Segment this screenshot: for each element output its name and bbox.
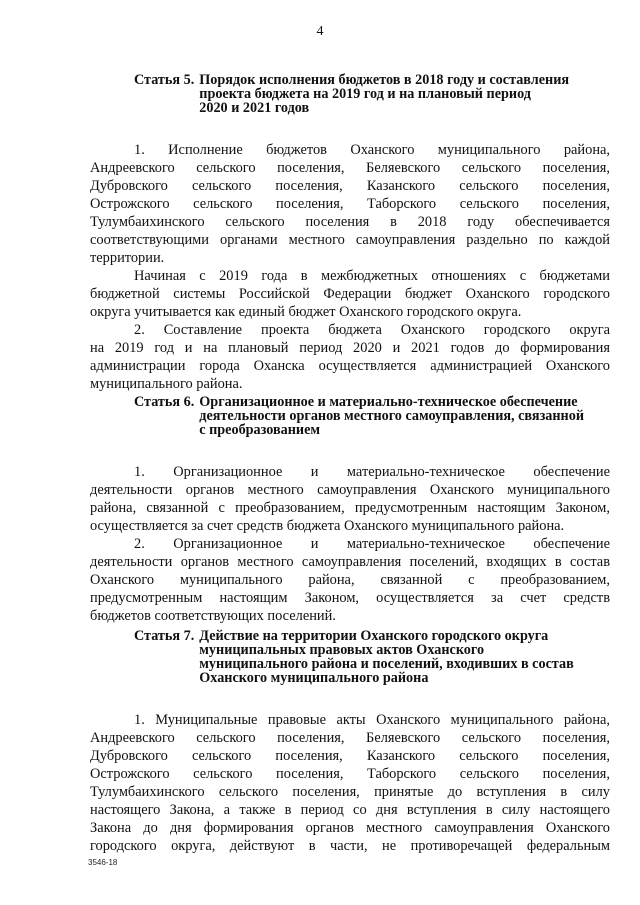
text-line: предусмотренным настоящим Законом, осуществляется за счет средств [90, 590, 610, 606]
title-line: Действие на территории Оханского городского округа [199, 628, 549, 644]
text-line: Начиная с 2019 года в межбюджетных отношениях с бюджетами [134, 268, 610, 284]
text-line: муниципального района. [90, 376, 243, 392]
article-heading [90, 629, 610, 685]
text-line: 1. Организационное и материально-техническое обеспечение [134, 464, 610, 480]
text-line: территории. [90, 250, 165, 266]
title-line: 2020 и 2021 годов [199, 100, 310, 116]
article-label: Статья 5. [134, 72, 195, 88]
text-line: Дубровского сельского поселения, Казанского сельского поселения, [90, 178, 610, 194]
text-line: осуществляется за счет средств бюджета Оханского муниципального района. [90, 518, 565, 534]
article-label: Статья 6. [134, 394, 195, 410]
title-line: деятельности органов местного самоуправления, связанной [199, 408, 584, 424]
title-line: муниципальных правовых актов Оханского [199, 642, 485, 658]
title-line: проекта бюджета на 2019 год и на плановый период [199, 86, 531, 102]
text-line: 1. Муниципальные правовые акты Оханского муниципального района, [134, 712, 610, 728]
text-line: 2. Организационное и материально-техническое обеспечение [134, 536, 610, 552]
article-label: Статья 7. [134, 628, 195, 644]
text-line: 1. Исполнение бюджетов Оханского муниципального района, [134, 142, 610, 158]
paragraph [90, 141, 610, 267]
text-line: Тулумбаихинского сельского поселения в 2018 году обеспечивается [90, 214, 610, 230]
text-line: бюджетов соответствующих поселений. [90, 608, 336, 624]
text-line: Оханского муниципального района, связанной с преобразованием, [90, 572, 610, 588]
document-code: 3546-18 [88, 858, 118, 867]
article-body [90, 141, 610, 393]
text-line: деятельности органов местного самоуправления Оханского муниципального [90, 482, 610, 498]
text-line: Острожского сельского поселения, Таборского сельского поселения, [90, 766, 610, 782]
article-title [199, 395, 584, 437]
text-line: Андреевского сельского поселения, Беляевского сельского поселения, [90, 730, 610, 746]
text-line: округа учитывается как единый бюджет Оханского городского округа. [90, 304, 522, 320]
article-5 [90, 73, 610, 393]
title-line: с преобразованием [199, 422, 321, 438]
paragraph [90, 711, 610, 855]
paragraph [90, 267, 610, 321]
text-line: Острожского сельского поселения, Таборского сельского поселения, [90, 196, 610, 212]
text-line: Андреевского сельского поселения, Беляевского сельского поселения, [90, 160, 610, 176]
paragraph [90, 535, 610, 625]
text-line: 2. Составление проекта бюджета Оханского городского округа [134, 322, 610, 338]
article-heading [90, 73, 610, 115]
text-line: бюджетной системы Российской Федерации бюджет Оханского городского [90, 286, 610, 302]
paragraph [90, 463, 610, 535]
article-title [199, 73, 569, 115]
article-6 [90, 395, 610, 625]
page-number: 4 [316, 24, 324, 39]
article-heading [90, 395, 610, 437]
text-line: городского округа, действуют в части, не противоречащей федеральным [90, 838, 610, 854]
title-line: Порядок исполнения бюджетов в 2018 году и составления [199, 72, 570, 88]
article-body [90, 463, 610, 625]
text-line: на 2019 год и на плановый период 2020 и 2021 годов до формирования [90, 340, 610, 356]
text-line: деятельности органов местного самоуправления поселений, входящих в состав [90, 554, 610, 570]
title-line: муниципального района и поселений, входивших в состав [199, 656, 574, 672]
text-line: Дубровского сельского поселения, Казанского сельского поселения, [90, 748, 610, 764]
title-line: Оханского муниципального района [199, 670, 429, 686]
article-body [90, 711, 610, 855]
text-line: соответствующими органами местного самоуправления раздельно по каждой [90, 232, 610, 248]
text-line: Тулумбаихинского сельского поселения, принятые до вступления в силу [90, 784, 610, 800]
text-line: района, связанной с преобразованием, предусмотренным настоящим Законом, [90, 500, 610, 516]
article-7 [90, 629, 610, 855]
article-title [199, 629, 574, 685]
text-line: администрации города Оханска осуществляется администрацией Оханского [90, 358, 610, 374]
text-line: Закона до дня формирования органов местного самоуправления Оханского [90, 820, 610, 836]
paragraph [90, 321, 610, 393]
title-line: Организационное и материально-техническое обеспечение [199, 394, 578, 410]
text-line: настоящего Закона, а также в период со дня вступления в силу настоящего [90, 802, 610, 818]
